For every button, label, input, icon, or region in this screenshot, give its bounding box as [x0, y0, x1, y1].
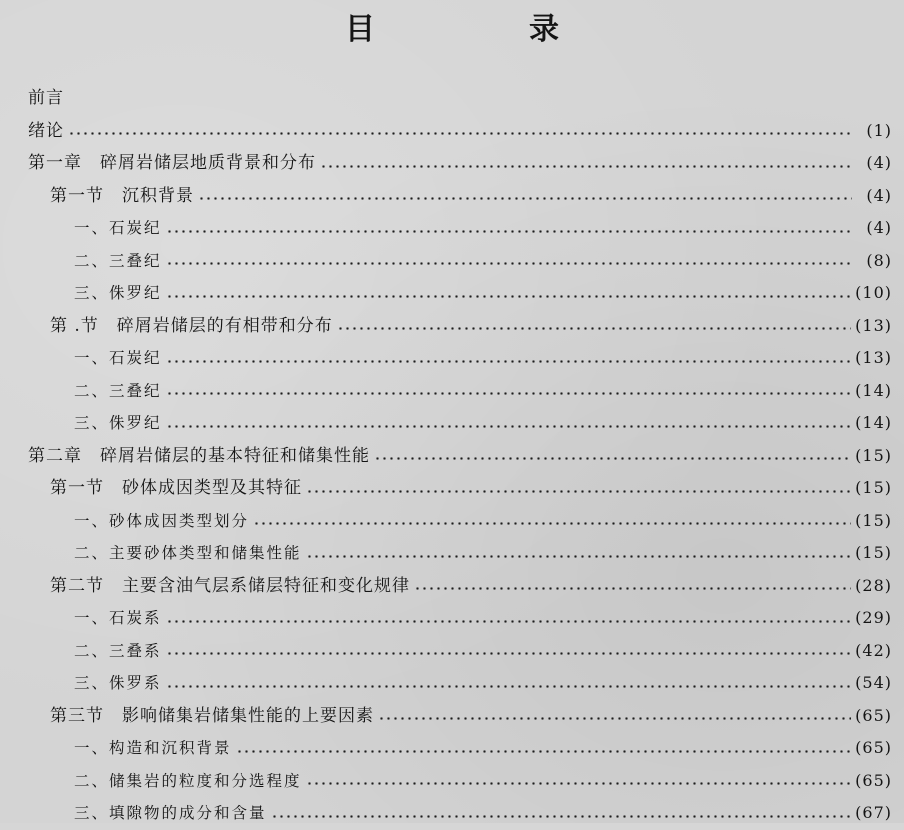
dot-leader	[166, 295, 852, 298]
toc-entry-page: (42)	[855, 640, 892, 660]
toc-entry-label: 第一章 碎屑岩储层地质背景和分布	[28, 153, 316, 173]
dot-leader	[166, 425, 852, 428]
toc-entry[interactable]	[0, 212, 904, 245]
toc-entry[interactable]	[0, 505, 904, 538]
toc-entry[interactable]	[0, 342, 904, 375]
toc-entry-label: 三、侏罗纪	[74, 284, 162, 302]
dot-leader	[253, 522, 851, 525]
toc-entry[interactable]	[0, 700, 904, 733]
toc-entry-label: 前言	[28, 88, 64, 108]
dot-leader	[306, 782, 852, 785]
toc-entry[interactable]	[0, 407, 904, 440]
toc-entry-label: 第一节 砂体成因类型及其特征	[50, 478, 302, 498]
toc-entry-page: (65)	[855, 705, 892, 725]
toc-entry-label: 一、砂体成因类型划分	[74, 511, 250, 530]
dot-leader	[320, 165, 852, 168]
dot-leader	[378, 717, 851, 720]
dot-leader	[306, 490, 851, 493]
toc-entry[interactable]	[0, 635, 904, 668]
toc-entry-page: (15)	[855, 543, 892, 562]
toc-entry[interactable]	[0, 245, 904, 278]
toc-entry-label: 二、三叠纪	[74, 381, 162, 400]
toc-entry-label: 三、填隙物的成分和含量	[74, 804, 267, 822]
toc-entry-label: 一、石炭系	[74, 609, 162, 627]
toc-entry-page: (14)	[855, 413, 892, 432]
toc-entry-label: 第二节 主要含油气层系储层特征和变化规律	[50, 575, 410, 596]
toc-entry-label: 二、主要砂体类型和储集性能	[74, 544, 302, 562]
dot-leader	[306, 555, 852, 558]
toc-entry[interactable]	[0, 180, 904, 213]
toc-entry-label: 一、构造和沉积背景	[74, 739, 232, 757]
toc-entry[interactable]	[0, 277, 904, 310]
toc-entry[interactable]	[0, 310, 904, 343]
dot-leader	[166, 360, 852, 363]
dot-leader	[271, 815, 852, 818]
toc-entry-label: 三、侏罗系	[74, 674, 162, 692]
dot-leader	[166, 262, 852, 265]
toc-entry-label: 二、储集岩的粒度和分选程度	[74, 771, 302, 790]
dot-leader	[166, 392, 852, 395]
toc-entry[interactable]	[0, 440, 904, 473]
toc-entry-page: (13)	[855, 348, 892, 367]
toc-entry-page: (67)	[855, 803, 892, 822]
toc-entry-page: (54)	[855, 673, 892, 692]
toc-entry-label: 第一节 沉积背景	[50, 185, 194, 206]
dot-leader	[166, 620, 852, 623]
dot-leader	[198, 197, 852, 200]
toc-entry-page: (4)	[866, 185, 892, 205]
toc-entry-page: (1)	[866, 120, 892, 140]
toc-entry[interactable]	[0, 732, 904, 765]
toc-entry-page: (65)	[855, 738, 892, 757]
dot-leader	[166, 685, 852, 688]
toc-entry[interactable]	[0, 115, 904, 148]
toc-entry[interactable]	[0, 82, 904, 115]
toc-entry-label: 第 .节 碎屑岩储层的有相带和分布	[50, 315, 333, 336]
toc-entry[interactable]	[0, 765, 904, 798]
toc-entry-page: (28)	[855, 575, 892, 595]
toc-entry[interactable]	[0, 375, 904, 408]
toc-entry-label: 绪论	[28, 120, 64, 141]
toc-entry-page: (15)	[855, 510, 892, 530]
toc-entry[interactable]	[0, 537, 904, 570]
toc-entry[interactable]	[0, 147, 904, 180]
dot-leader	[166, 230, 852, 233]
toc-entry[interactable]	[0, 602, 904, 635]
toc-entry-label: 二、三叠纪	[74, 251, 162, 270]
toc-entry-label: 三、侏罗纪	[74, 414, 162, 432]
dot-leader	[374, 457, 851, 460]
toc-entry-page: (13)	[855, 315, 892, 335]
toc-entry-label: 二、三叠系	[74, 641, 162, 660]
toc-entry[interactable]	[0, 667, 904, 700]
toc-entry-label: 第二章 碎屑岩储层的基本特征和储集性能	[28, 445, 370, 466]
toc-entry-page: (14)	[855, 380, 892, 400]
toc-entry-label: 一、石炭纪	[74, 349, 162, 367]
dot-leader	[337, 327, 851, 330]
dot-leader	[236, 750, 852, 753]
toc-entry-page: (65)	[855, 770, 892, 790]
toc-entry[interactable]	[0, 797, 904, 830]
dot-leader	[68, 132, 852, 135]
toc-entry-label: 一、石炭纪	[74, 219, 162, 237]
toc-entry-page: (29)	[855, 608, 892, 627]
toc-entry[interactable]	[0, 570, 904, 603]
toc-entry-page: (8)	[866, 250, 892, 270]
dot-leader	[166, 652, 852, 655]
toc-entry[interactable]	[0, 472, 904, 505]
toc-entry-page: (15)	[855, 478, 892, 497]
toc-entry-page: (10)	[855, 283, 892, 302]
toc-entry-page: (4)	[866, 218, 892, 237]
page-title: 目 录	[345, 12, 621, 47]
toc-list	[0, 82, 904, 830]
toc-entry-page: (15)	[855, 445, 892, 465]
toc-entry-page: (4)	[866, 153, 892, 172]
toc-entry-label: 第三节 影响储集岩储集性能的上要因素	[50, 705, 374, 726]
dot-leader	[414, 587, 851, 590]
